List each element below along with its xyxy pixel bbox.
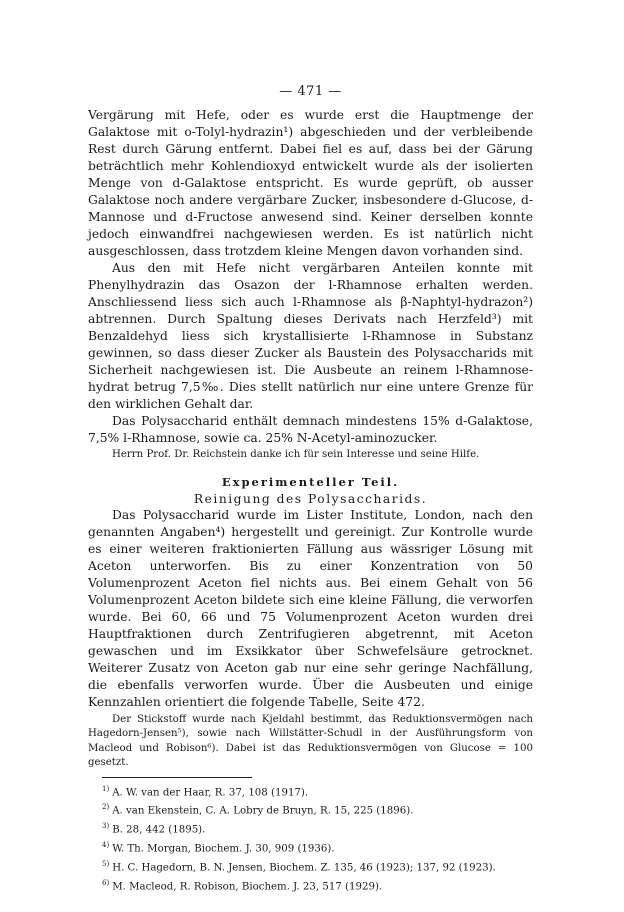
footnote-item <box>102 800 533 819</box>
method-note: Der Stickstoff wurde nach Kjeldahl bestimmt, das Reduktionsvermögen nach Hagedorn-Jensen⁵), sowie nach Willstätter-Schudl in der Ausführungsform von Macleod und Robison⁶). Dabei ist das Reduktionsvermögen von Glucose = 100 gesetzt. <box>88 713 533 768</box>
footnote-divider <box>102 777 252 778</box>
footnote-number: 5) <box>102 860 110 869</box>
footnote-text: A. van Ekenstein, C. A. Lobry de Bruyn, R. 15, 225 (1896). <box>112 805 414 817</box>
footnotes <box>102 782 533 895</box>
subsection-title: Reinigung des Polysaccharids. <box>193 491 428 506</box>
paragraph-4: Das Polysaccharid wurde im Lister Institute, London, nach den genannten Angaben⁴) hergestellt und gereinigt. Zur Kontrolle wurde es einer weiteren fraktionierten Fällung aus wässriger Lösung mit Aceton unterworfen. Bis zu einer Konzentration von 50 Volumenprozent Aceton fiel nichts aus. Bei einem Gehalt von 56 Volumenprozent Aceton bildete sich eine kleine Fällung, die verworfen wurde. Bei 60, 66 und 75 Volumenprozent Aceton wurden drei Hauptfraktionen durch Zentrifugieren abgetrennt, mit Aceton gewaschen und im Exsikkator über Schwefelsäure getrocknet. Weiterer Zusatz von Aceton gab nur eine sehr geringe Nachfällung, die ebenfalls verworfen wurde. Über die Ausbeuten und einige Kennzahlen orientiert die folgende Tabelle, Seite 472. <box>88 507 533 709</box>
footnote-text: M. Macleod, R. Robison, Biochem. J. 23, 517 (1929). <box>112 881 383 893</box>
footnote-number: 2) <box>102 803 110 812</box>
footnote-text: B. 28, 442 (1895). <box>112 824 206 836</box>
paragraph-3: Das Polysaccharid enthält demnach mindestens 15% d-Galaktose, 7,5% l-Rhamnose, sowie ca. 25% N-Acetyl-aminozucker. <box>88 414 533 445</box>
footnote-text: H. C. Hagedorn, B. N. Jensen, Biochem. Z. 135, 46 (1923); 137, 92 (1923). <box>112 862 496 874</box>
page-number: — 471 — <box>279 84 342 99</box>
footnote-number: 4) <box>102 841 110 850</box>
footnote-number: 3) <box>102 822 110 831</box>
footnote-item <box>102 782 533 801</box>
page-content <box>88 84 533 895</box>
section-title: Experimenteller Teil. <box>221 474 400 489</box>
footnote-item <box>102 819 533 838</box>
paragraph-1: Vergärung mit Hefe, oder es wurde erst die Hauptmenge der Galaktose mit o-Tolyl-hydrazin¹) abgeschieden und der verbleibende Rest durch Gärung entfernt. Dabei fiel es auf, dass bei der Gärung beträchtlich mehr Kohlendioxyd entwickelt wurde als der isolierten Menge von d-Galaktose entspricht. Es wurde geprüft, ob ausser Galaktose noch andere vergärbare Zucker, insbesondere d-Glucose, d-Mannose und d-Fructose anwesend sind. Keiner derselben konnte jedoch einwandfrei nachgewiesen werden. Es ist natürlich nicht ausgeschlossen, dass trotzdem kleine Mengen davon vorhanden sind. <box>88 108 533 258</box>
footnote-text: A. W. van der Haar, R. 37, 108 (1917). <box>112 786 309 798</box>
paragraph-2: Aus den mit Hefe nicht vergärbaren Anteilen konnte mit Phenylhydrazin das Osazon der l-Rhamnose erhalten werden. Anschliessend liess sich auch l-Rhamnose als β-Naphtyl-hydrazon²) abtrennen. Durch Spaltung dieses Derivats nach Herzfeld³) mit Benzaldehyd liess sich krystallisierte l-Rhamnose in Substanz gewinnen, so dass dieser Zucker als Baustein des Polysaccharids mit Sicherheit nachgewiesen ist. Die Ausbeute an reinem l-Rhamnose-hydrat betrug 7,5‰. Dies stellt natürlich nur eine untere Grenze für den wirklichen Gehalt dar. <box>88 261 533 411</box>
footnote-number: 1) <box>102 784 110 793</box>
acknowledgement: Herrn Prof. Dr. Reichstein danke ich für sein Interesse und seine Hilfe. <box>112 449 480 460</box>
footnote-item <box>102 876 533 895</box>
footnote-text: W. Th. Morgan, Biochem. J. 30, 909 (1936). <box>112 843 335 855</box>
footnote-item <box>102 857 533 876</box>
footnote-item <box>102 838 533 857</box>
footnote-number: 6) <box>102 878 110 887</box>
